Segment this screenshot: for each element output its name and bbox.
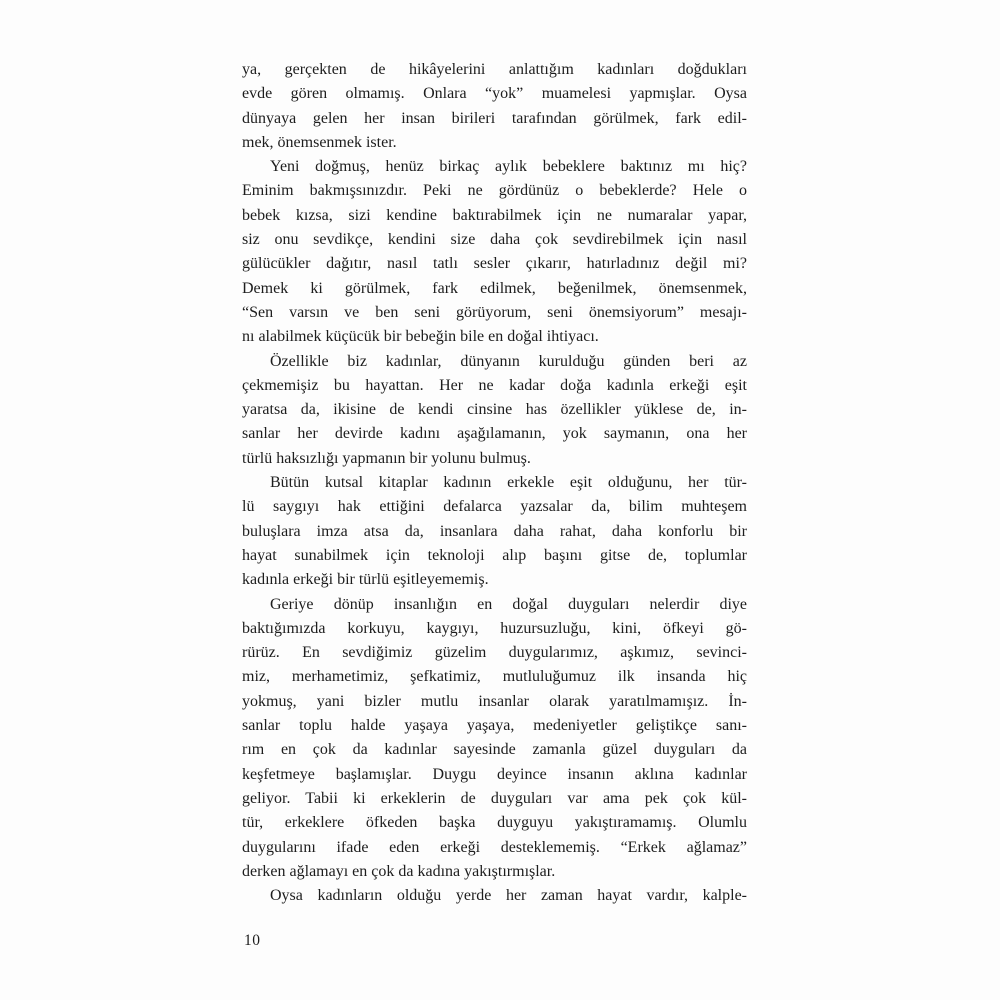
text-line: Yeni doğmuş, henüz birkaç aylık bebeklere baktınız mı hiç? — [270, 158, 747, 176]
paragraph — [242, 58, 747, 155]
text-line: ya, gerçekten de hikâyelerini anlattığım kadınları doğdukları — [242, 61, 747, 78]
paragraph — [242, 884, 747, 908]
text-line: bebek kızsa, sizi kendine baktırabilmek için ne numaralar yapar, — [242, 206, 747, 224]
text-line: Oysa kadınların olduğu yerde her zaman hayat vardır, kalple- — [270, 887, 747, 905]
text-line: tür, erkeklere öfkeden başka duyguyu yakıştıramamış. Olumlu — [242, 814, 747, 832]
text-line: yaratsa da, ikisine de kendi cinsine has özellikler yüklese de, in- — [242, 401, 747, 419]
paragraph — [242, 350, 747, 471]
text-line: Bütün kutsal kitaplar kadının erkekle eşit olduğunu, her tür- — [270, 474, 747, 492]
text-line: sanlar toplu halde yaşaya yaşaya, medeniyetler geliştikçe sanı- — [242, 717, 747, 735]
text-line: “Sen varsın ve ben seni görüyorum, seni önemsiyorum” mesajı- — [242, 303, 747, 321]
text-line: gülücükler dağıtır, nasıl tatlı sesler çıkarır, hatırladınız değil mi? — [242, 255, 747, 273]
text-line: rürüz. En sevdiğimiz güzelim duygularımız, aşkımız, sevinci- — [242, 644, 747, 662]
text-line: mek, önemsenmek ister. — [242, 133, 397, 151]
paragraph — [242, 471, 747, 592]
text-line: miz, merhametimiz, şefkatimiz, mutluluğumuz ilk insanda hiç — [242, 668, 747, 686]
text-line: türlü haksızlığı yapmanın bir yolunu bulmuş. — [242, 449, 531, 467]
text-line: dünyaya gelen her insan birileri tarafından görülmek, fark edil- — [242, 109, 747, 127]
text-line: çekmemişiz bu hayattan. Her ne kadar doğa kadınla erkeği eşit — [242, 376, 747, 394]
text-line: geliyor. Tabii ki erkeklerin de duyguları var ama pek çok kül- — [242, 789, 747, 807]
text-line: Demek ki görülmek, fark edilmek, beğenilmek, önemsenmek, — [242, 279, 747, 297]
text-line: kadınla erkeği bir türlü eşitleyememiş. — [242, 571, 489, 589]
text-line: siz onu sevdikçe, kendini size daha çok sevdirebilmek için nasıl — [242, 231, 747, 249]
text-line: sanlar her devirde kadını aşağılamanın, yok saymanın, ona her — [242, 425, 747, 443]
page-text-block — [242, 58, 747, 908]
text-line: nı alabilmek küçücük bir bebeğin bile en doğal ihtiyacı. — [242, 328, 599, 346]
text-line: baktığımızda korkuyu, kaygıyı, huzursuzluğu, kini, öfkeyi gö- — [242, 619, 747, 637]
paragraph — [242, 593, 747, 885]
paragraph — [242, 155, 747, 349]
text-line: Özellikle biz kadınlar, dünyanın kurulduğu günden beri az — [270, 352, 747, 370]
text-line: evde gören olmamış. Onlara “yok” muamelesi yapmışlar. Oysa — [242, 85, 747, 103]
text-line: buluşlara imza atsa da, insanlara daha rahat, daha konforlu bir — [242, 522, 747, 540]
text-line: lü saygıyı hak ettiğini defalarca yazsalar da, bilim muhteşem — [242, 498, 747, 516]
page-number: 10 — [244, 932, 261, 949]
text-line: keşfetmeye başlamışlar. Duygu deyince insanın aklına kadınlar — [242, 765, 747, 783]
text-line: rım en çok da kadınlar sayesinde zamanla güzel duyguları da — [242, 741, 747, 759]
text-line: hayat sunabilmek için teknoloji alıp başını gitse de, toplumlar — [242, 546, 747, 564]
text-line: yokmuş, yani bizler mutlu insanlar olarak yaratılmamışız. İn- — [242, 692, 747, 710]
text-line: Eminim bakmışsınızdır. Peki ne gördünüz o bebeklerde? Hele o — [242, 182, 747, 200]
text-line: derken ağlamayı en çok da kadına yakıştırmışlar. — [242, 862, 556, 880]
text-line: Geriye dönüp insanlığın en doğal duyguları nelerdir diye — [270, 595, 747, 613]
text-line: duygularını ifade eden erkeği desteklememiş. “Erkek ağlamaz” — [242, 838, 747, 856]
